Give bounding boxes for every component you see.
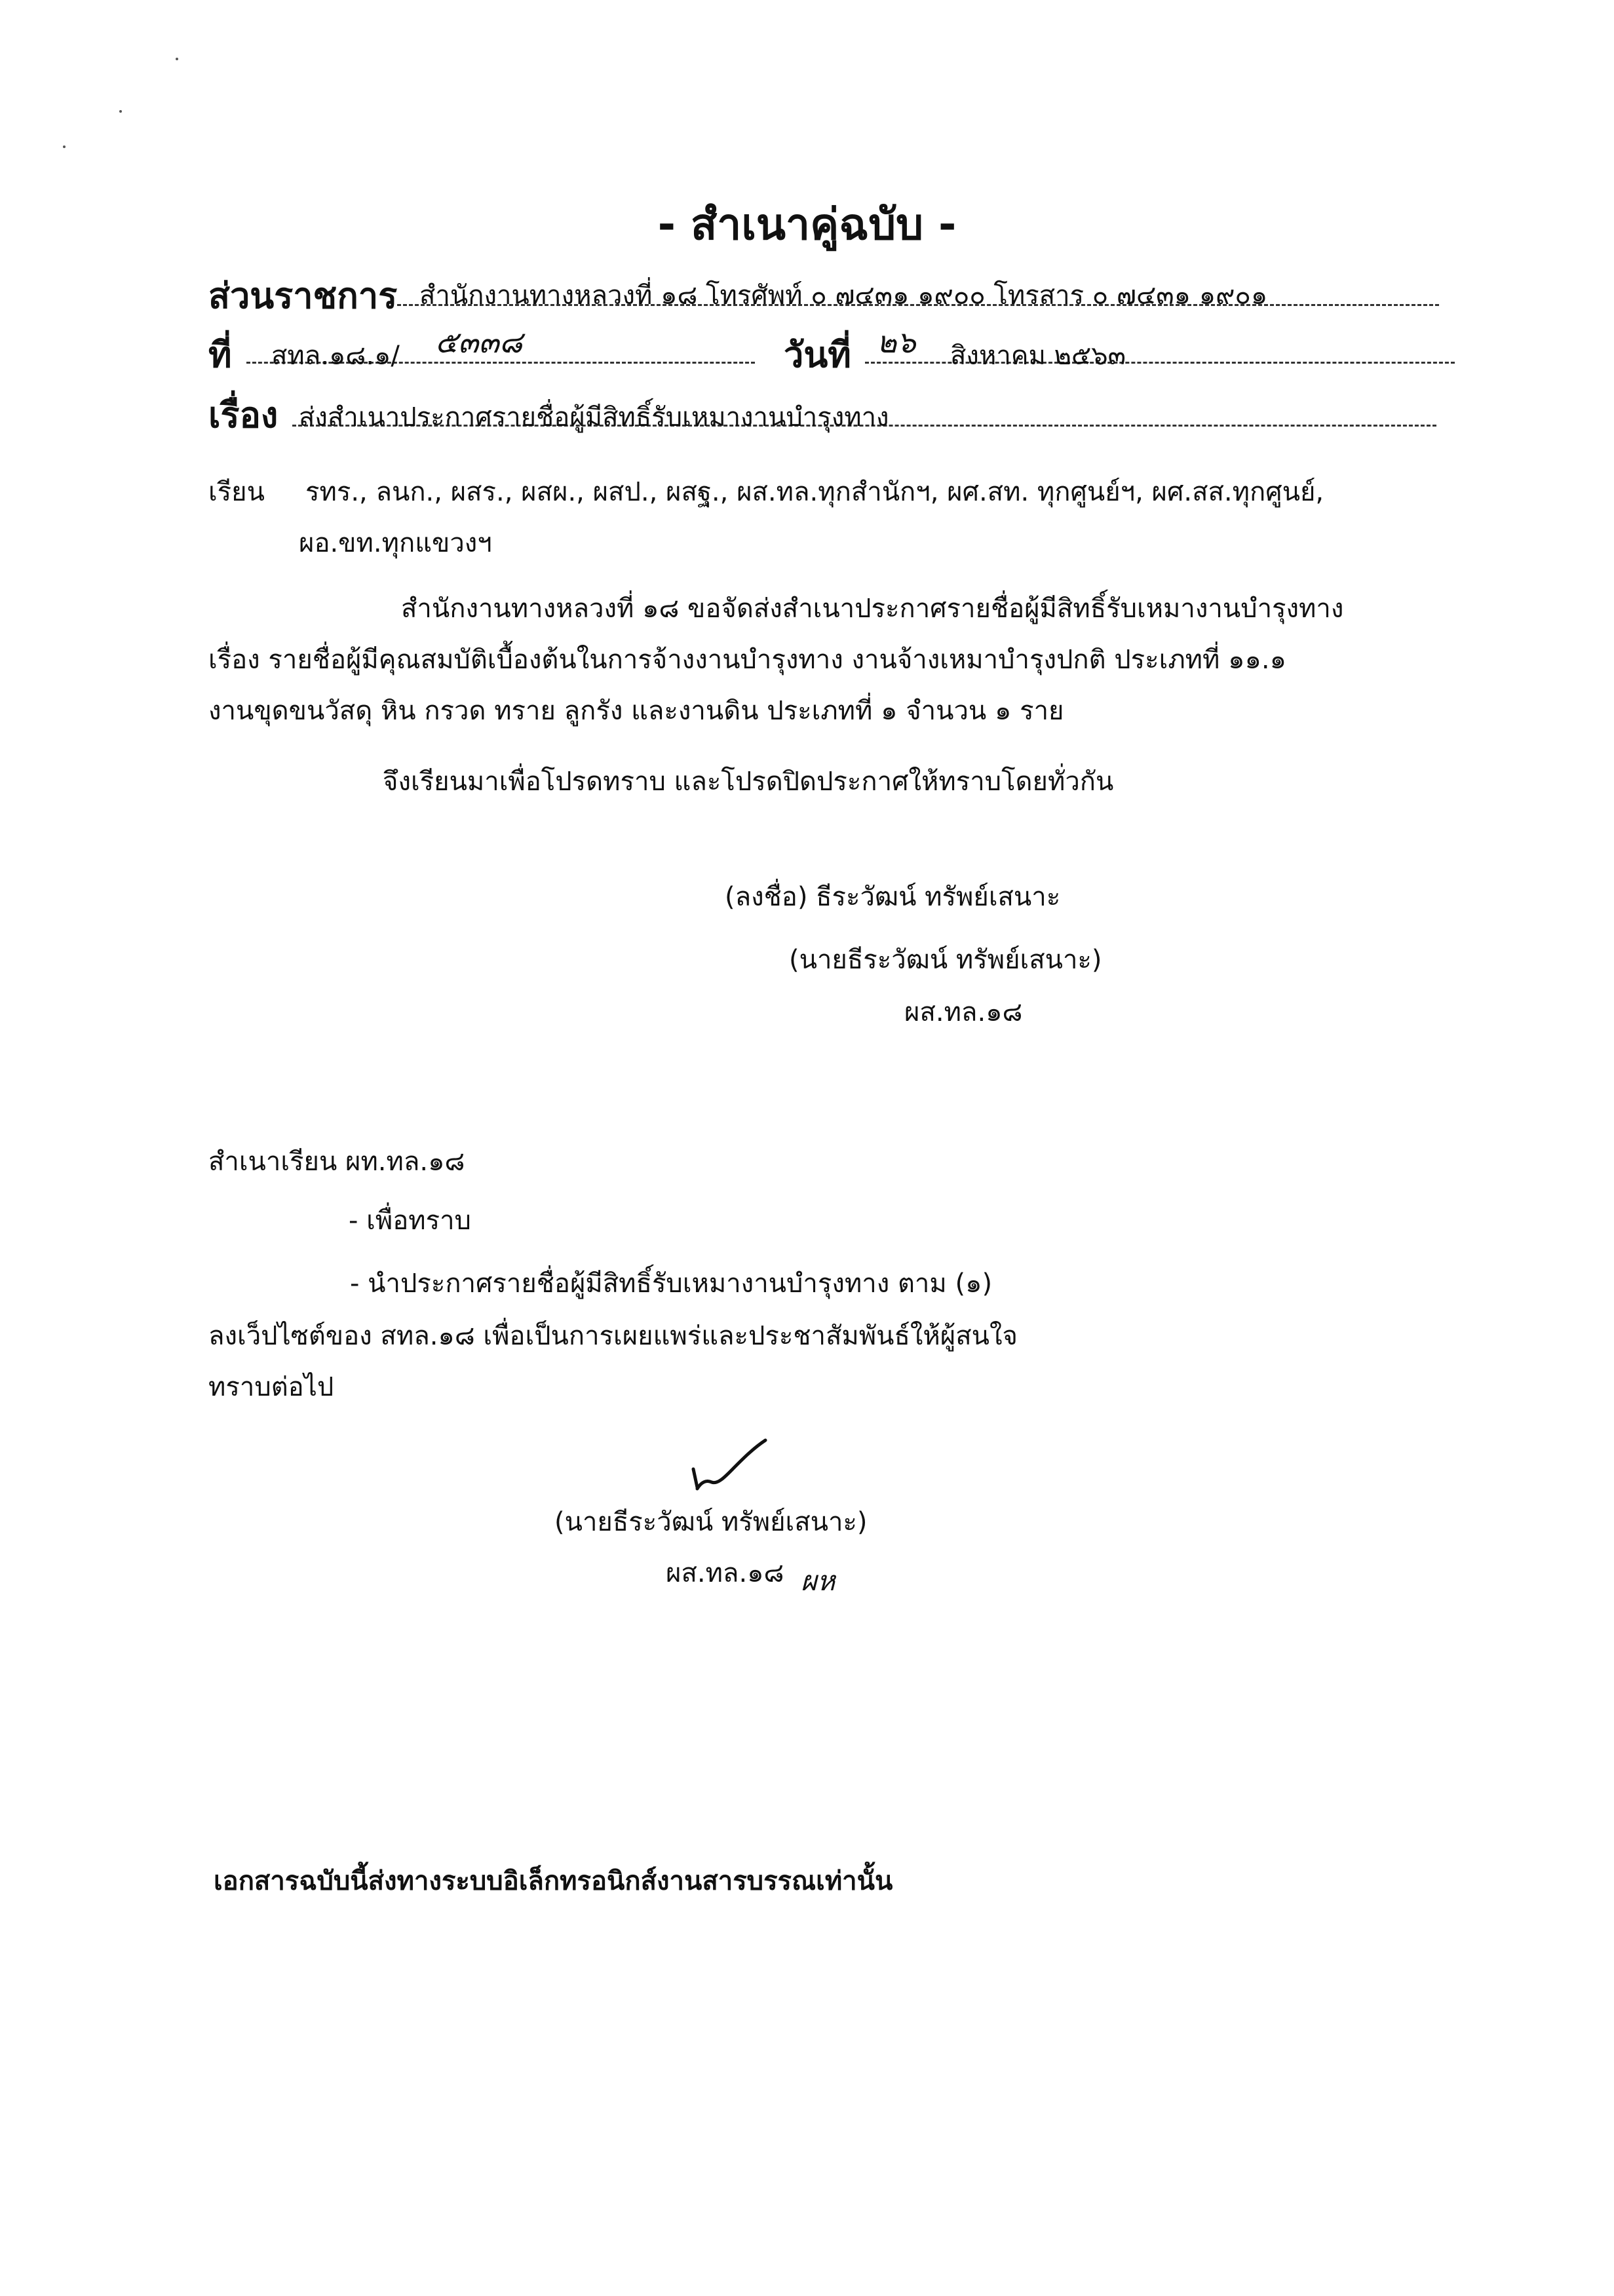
date-value: สิงหาคม ๒๕๖๓ <box>950 341 1126 371</box>
copy-item2-line2: ลงเว็ปไซต์ของ สทล.๑๘ เพื่อเป็นการเผยแพร่และประชาสัมพันธ์ให้ผู้สนใจ <box>208 1321 1018 1351</box>
body-p1-line2: เรื่อง รายชื่อผู้มีคุณสมบัติเบื้องต้นในการจ้างงานบำรุงทาง งานจ้างเหมาบำรุงปกติ ประเภทที่ ๑๑.๑ <box>208 645 1287 675</box>
date-label: วันที่ <box>784 334 851 375</box>
salutation-line2: ผอ.ขท.ทุกแขวงฯ <box>299 528 492 558</box>
ref-number-handwritten: ๕๓๓๘ <box>435 324 523 360</box>
copy-cc: สำเนาเรียน ผท.ทล.๑๘ <box>208 1147 465 1177</box>
signature2-initial-mark: ผห <box>801 1565 836 1597</box>
scan-speck <box>63 145 66 148</box>
body-p1-line3: งานขุดขนวัสดุ หิน กรวด ทราย ลูกรัง และงานดิน ประเภทที่ ๑ จำนวน ๑ ราย <box>208 696 1064 726</box>
document-title: - สำเนาคู่ฉบับ - <box>657 199 957 250</box>
electronic-delivery-note: เอกสารฉบับนี้ส่งทางระบบอิเล็กทรอนิกส์งานสารบรรณเท่านั้น <box>214 1866 893 1896</box>
body-p2: จึงเรียนมาเพื่อโปรดทราบ และโปรดปิดประกาศให้ทราบโดยทั่วกัน <box>383 767 1114 797</box>
salutation-line1: รทร., ลนก., ผสร., ผสผ., ผสป., ผสฐ., ผส.ทล.ทุกสำนักฯ, ผศ.สท. ทุกศูนย์ฯ, ผศ.สส.ทุกศูนย์, <box>305 477 1324 507</box>
copy-item2-line3: ทราบต่อไป <box>208 1372 334 1402</box>
signature2-name: (นายธีระวัฒน์ ทรัพย์เสนาะ) <box>554 1507 868 1537</box>
ref-label: ที่ <box>208 334 232 375</box>
signature1-name: (นายธีระวัฒน์ ทรัพย์เสนาะ) <box>789 945 1102 975</box>
subject-label: เรื่อง <box>208 394 279 436</box>
agency-label: ส่วนราชการ <box>208 275 398 316</box>
signature1-signed: (ลงชื่อ) ธีระวัฒน์ ทรัพย์เสนาะ <box>725 882 1061 912</box>
agency-value: สำนักงานทางหลวงที่ ๑๘ โทรศัพท์ ๐ ๗๔๓๑ ๑๙๐๐ โทรสาร ๐ ๗๔๓๑ ๑๙๐๑ <box>419 280 1268 311</box>
body-p1-line1: สำนักงานทางหลวงที่ ๑๘ ขอจัดส่งสำเนาประกาศรายชื่อผู้มีสิทธิ์รับเหมางานบำรุงทาง <box>401 594 1344 624</box>
scan-speck <box>119 110 122 113</box>
signature2-position: ผส.ทล.๑๘ <box>666 1558 784 1588</box>
handwritten-signature <box>688 1436 773 1508</box>
date-day-handwritten: ๒๖ <box>877 324 916 360</box>
scan-speck <box>176 58 178 60</box>
ref-prefix: สทล.๑๘.๑/ <box>271 341 400 371</box>
signature1-position: ผส.ทล.๑๘ <box>904 997 1023 1027</box>
copy-item2-line1: - นำประกาศรายชื่อผู้มีสิทธิ์รับเหมางานบำรุงทาง ตาม (๑) <box>350 1269 993 1299</box>
subject-value: ส่งสำเนาประกาศรายชื่อผู้มีสิทธิ์รับเหมางานบำรุงทาง <box>299 402 889 432</box>
salutation-label: เรียน <box>208 477 265 507</box>
copy-item1: - เพื่อทราบ <box>349 1206 471 1236</box>
